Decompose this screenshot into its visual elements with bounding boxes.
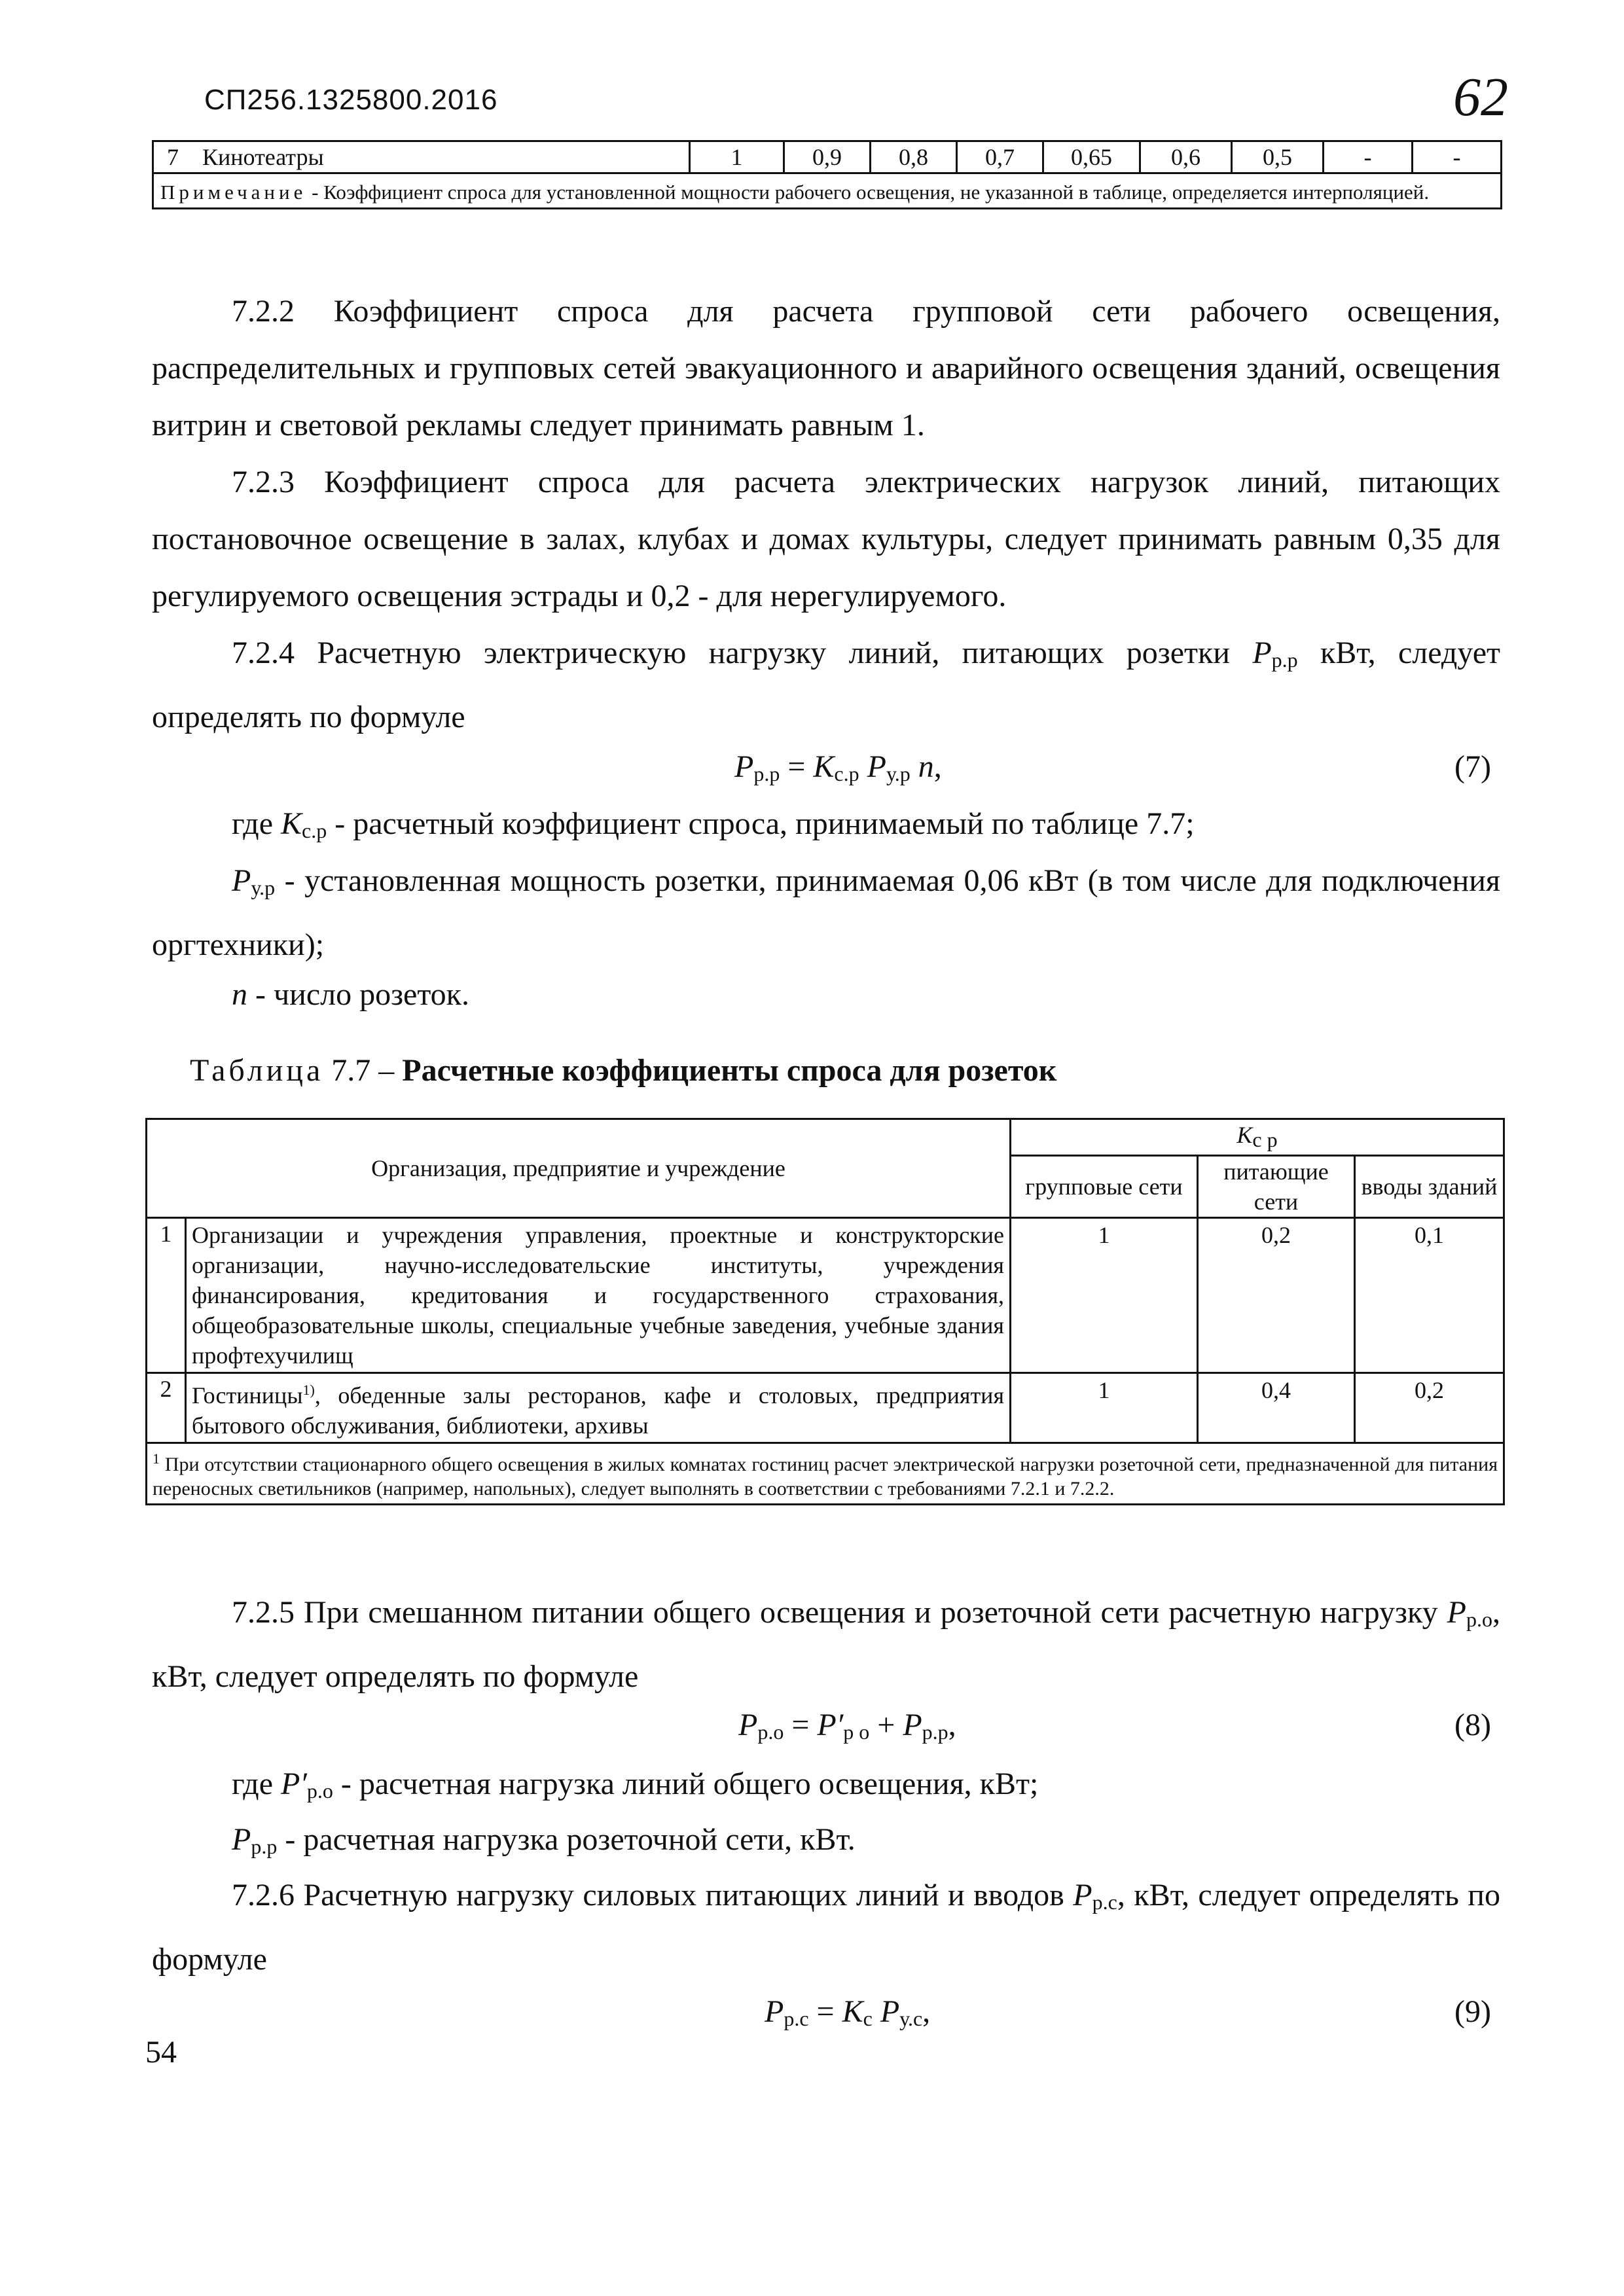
section-text: , кВт, следует определять по формуле [152,1595,1500,1694]
symbol-p-prime: P′ [817,1708,844,1742]
where-text: - число розеток. [247,977,469,1012]
symbol-sub: р.р [1271,648,1298,672]
header-supply-networks: питающие сети [1198,1156,1355,1218]
where-text: - расчетная нагрузка линий общего освещения, кВт; [333,1767,1039,1801]
row-text-part: Гостиницы [192,1382,303,1408]
table-header-row [147,1119,1504,1156]
symbol-sub: с.р [834,762,859,785]
section-text: , кВт, следует определять по формуле [152,1878,1500,1977]
symbol-k: K [1236,1122,1253,1148]
table-row [153,141,1502,173]
symbol-p: P [232,863,251,898]
symbol-p: P [1252,636,1272,670]
section-text: 7.2.6 Расчетную нагрузку силовых питающих линий и вводов [232,1878,1074,1912]
section-text: 7.2.4 Расчетную электрическую нагрузку линий, питающих розетки [232,636,1253,670]
table-cell: 1 [690,141,784,173]
symbol-n: n [918,749,934,784]
note-text: - Коэффициент спроса для установленной мощности рабочего освещения, не указанной в таблице, определяется интерполяцией. [306,181,1430,204]
table-note [153,173,1502,209]
table-cell: 0,6 [1140,141,1232,173]
symbol-sub: р.о [1466,1607,1492,1631]
symbol-sub: у.с [899,2007,923,2030]
row-text: Организации и учреждения управления, проектные и конструкторские организации, научно-исследовательские институты, учреждения финансирования, кредитования и государственного страхования, общеобразовательные школы, специальные учебные заведения, учебные здания профтехучилищ [186,1218,1011,1373]
row-text [186,1373,1011,1443]
formula-7: Pр.р = Kс.р Pу.р n, [734,749,942,785]
formula-9: Pр.с = Kс Pу.с, [765,1994,931,2030]
table-cell: 1 [1011,1373,1198,1443]
symbol-k: K [281,806,302,841]
symbol-sub: р.о [757,1720,784,1744]
symbol-sub: у.р [886,762,911,785]
symbol-sub: р о [843,1720,870,1744]
caption-label: Таблица [190,1053,324,1088]
where-pp [232,1811,856,1875]
header-organization: Организация, предприятие и учреждение [147,1119,1011,1218]
section-7-2-6 [152,1867,1500,1988]
formula-8: Pр.о = P′р о + Pр.р, [738,1708,956,1744]
header-group-networks: групповые сети [1011,1156,1198,1218]
symbol-sub: р.р [251,1835,278,1858]
row-text-part: , обеденные залы ресторанов, кафе и столовых, предприятия бытового обслуживания, библиотеки, архивы [192,1382,1004,1439]
note-label: Примечание [160,181,307,204]
symbol-sub: с.р [302,819,327,842]
symbol-k: K [813,749,835,784]
where-n [232,966,469,1023]
table-cell: 0,9 [784,141,871,173]
row-number: 1 [147,1218,186,1373]
where-text: - расчетная нагрузка розеточной сети, кВт. [277,1822,856,1857]
table-cell: 0,4 [1198,1373,1355,1443]
row-name: Кинотеатры [202,144,324,170]
symbol-sub: с [863,2007,873,2030]
table-footnote-row [147,1443,1504,1505]
table-cell: - [1324,141,1413,173]
symbol-sub: у.р [251,876,276,899]
table-cell: 0,2 [1198,1218,1355,1373]
where-pu [152,852,1500,973]
table-cell: 0,65 [1043,141,1140,173]
table-cell: 0,7 [957,141,1043,173]
symbol-p: P [1073,1878,1092,1912]
formula-8-number: (8) [1454,1708,1491,1742]
footnote-ref: 1) [302,1382,315,1398]
section-7-2-5 [152,1584,1500,1705]
table-cell-name [153,141,690,173]
where-prefix: где [232,1767,281,1801]
table-cell: 1 [1011,1218,1198,1373]
footnote-text: При отсутствии стационарного общего освещения в жилых комнатах гостиниц расчет электрической нагрузки розеточной сети, предназначенной для питания переносных светильников (например, напольных), следует выполнять в соответствии с требованиями 7.2.1 и 7.2.2. [153,1454,1498,1499]
table-cell: 0,5 [1232,141,1324,173]
formula-7-number: (7) [1454,749,1491,784]
symbol-p: P [867,749,886,784]
table-cell: 0,2 [1355,1373,1504,1443]
table-cell: - [1413,141,1502,173]
symbol-sub: р.р [922,1720,948,1744]
row-number: 2 [147,1373,186,1443]
table-row [147,1218,1504,1373]
table-note-row [153,173,1502,209]
footnote-mark: 1 [153,1450,160,1467]
where-po [232,1755,1038,1820]
section-7-2-2: 7.2.2 Коэффициент спроса для расчета групповой сети рабочего освещения, распределительных и групповых сетей эвакуационного и аварийного освещения зданий, освещения витрин и световой рекламы следует принимать равным 1. [152,294,1500,442]
where-text: - расчетный коэффициент спроса, принимаемый по таблице 7.7; [327,806,1195,841]
symbol-p: P [880,1994,900,2029]
formula-9-number: (9) [1454,1994,1491,2029]
section-text: кВт, следует определять по формуле [152,636,1500,734]
table-cell: 0,1 [1355,1218,1504,1373]
symbol-p: P [738,1708,758,1742]
table-7-7 [145,1118,1505,1505]
page-number: 54 [145,2035,177,2070]
symbol-n: n [232,977,247,1012]
symbol-sub: р.о [306,1779,333,1803]
where-k [232,795,1195,859]
symbol-p-prime: P′ [281,1767,307,1801]
symbol-p: P [232,1822,251,1857]
table-row [147,1373,1504,1443]
symbol-sub: р.р [753,762,780,785]
row-number: 7 [167,144,179,170]
document-code: СП256.1325800.2016 [204,84,498,116]
caption-title: Расчетные коэффициенты спроса для розеток [402,1053,1057,1088]
symbol-p: P [903,1708,922,1742]
table-cell: 0,8 [871,141,957,173]
symbol-p: P [1447,1595,1466,1630]
demand-coefficient-table-continuation [152,140,1502,209]
symbol-k: K [842,1994,863,2029]
where-prefix: где [232,806,281,841]
symbol-sub: р.с [1092,1890,1117,1914]
symbol-p: P [734,749,754,784]
symbol-sub: с р [1252,1128,1278,1151]
where-text: - установленная мощность розетки, принимаемая 0,06 кВт (в том числе для подключения оргтехники); [152,863,1500,962]
section-7-2-3: 7.2.3 Коэффициент спроса для расчета электрических нагрузок линий, питающих постановочное освещение в залах, клубах и домах культуры, следует принимать равным 0,35 для регулируемого освещения эстрады и 0,2 - для нерегулируемого. [152,465,1500,613]
handwritten-page-number: 62 [1453,67,1508,128]
symbol-p: P [765,1994,784,2029]
symbol-sub: р.с [784,2007,809,2030]
table-footnote [147,1443,1504,1505]
header-k [1011,1119,1504,1156]
section-text: 7.2.5 При смешанном питании общего освещения и розеточной сети расчетную нагрузку [232,1595,1447,1630]
table-7-7-caption [190,1052,1056,1088]
caption-number: 7.7 – [323,1053,403,1088]
header-building-inputs: вводы зданий [1355,1156,1504,1218]
section-7-2-4 [152,624,1500,745]
